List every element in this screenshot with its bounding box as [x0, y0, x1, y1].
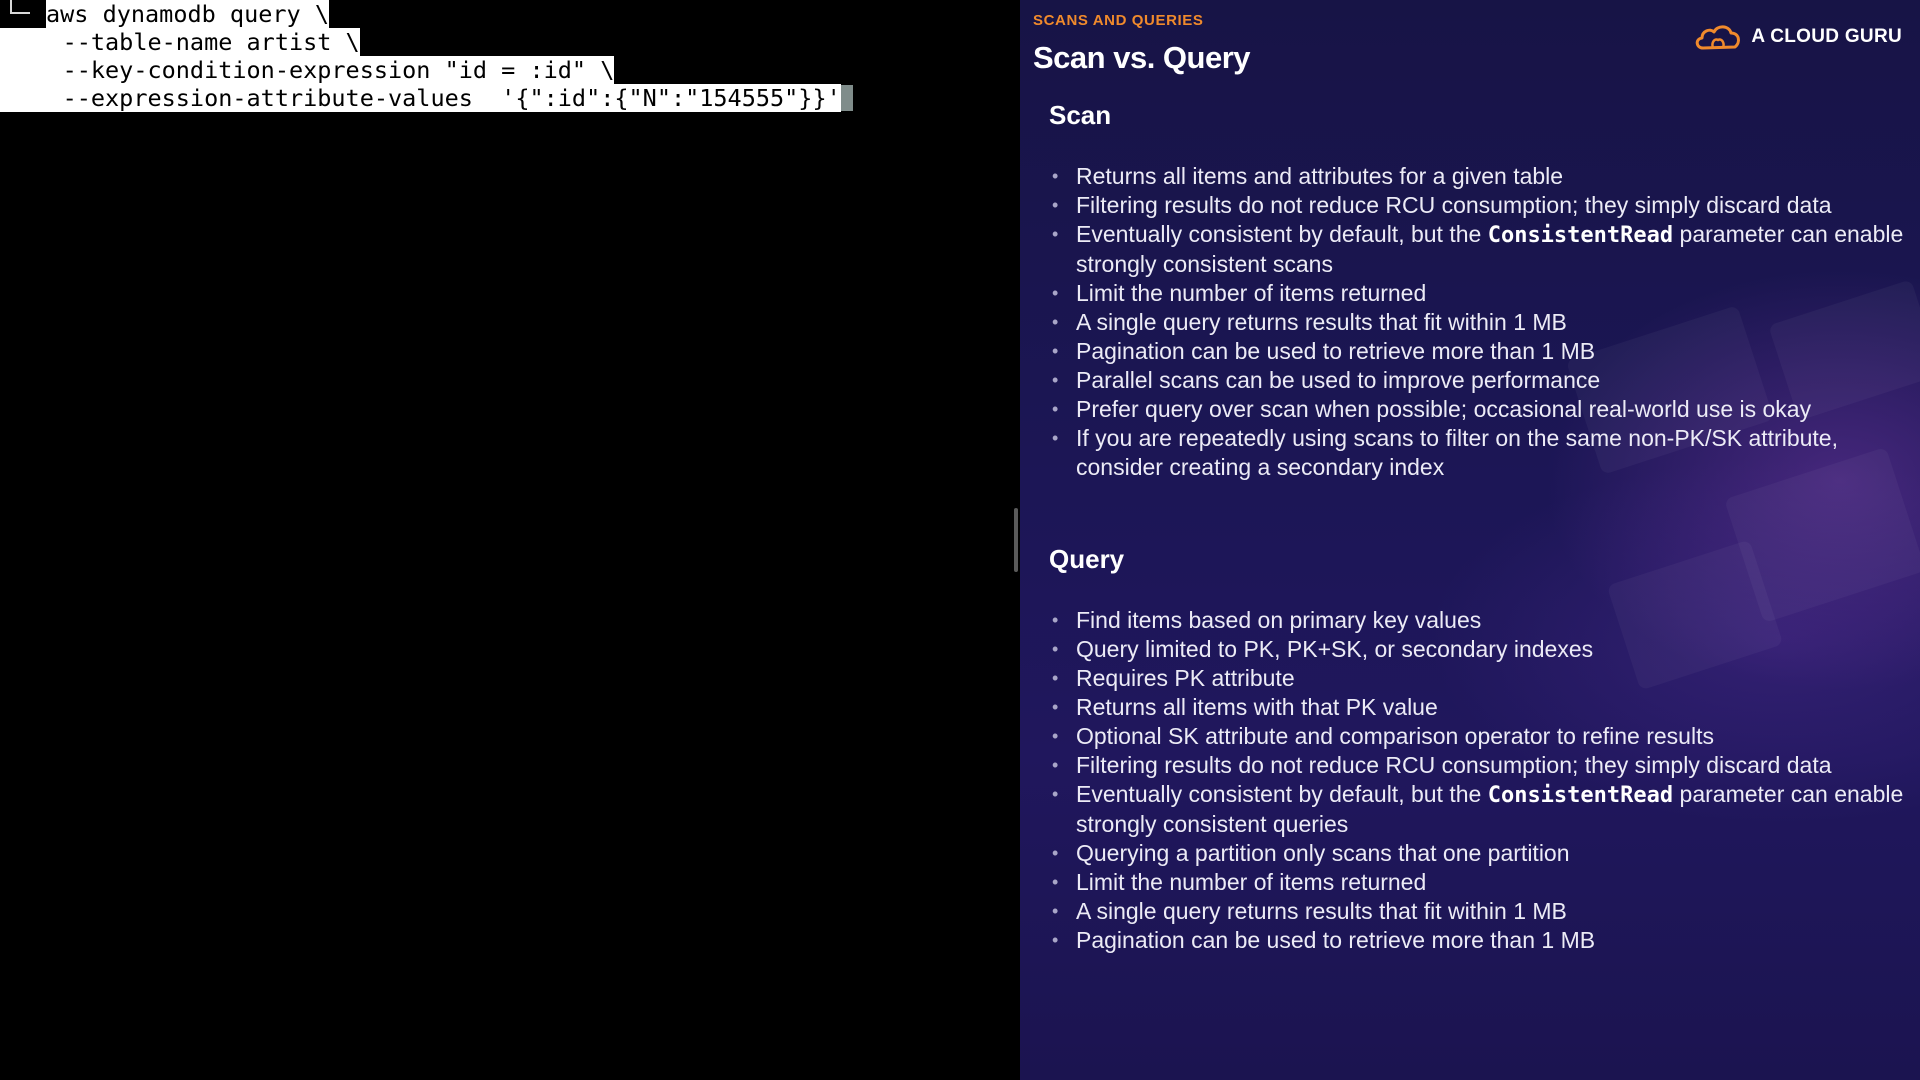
bullet-text: Filtering results do not reduce RCU consumption; they simply discard data: [1076, 192, 1832, 218]
terminal-selected-text[interactable]: --table-name artist \: [6, 28, 360, 56]
bullet-text: Returns all items and attributes for a given table: [1076, 163, 1564, 189]
bullet-dot: •: [1052, 283, 1059, 303]
scan-bullet-list: [1050, 162, 1918, 482]
bullet-dot: •: [1052, 312, 1059, 332]
bullet-text: Returns all items with that PK value: [1076, 694, 1438, 720]
bullet-text: parameter can enable strongly consistent queries: [1076, 781, 1904, 837]
bullet-dot: •: [1052, 399, 1059, 419]
brand: [1693, 22, 1902, 52]
bullet-dot: •: [1052, 843, 1059, 863]
bullet-dot: •: [1052, 610, 1059, 630]
bullet-dot: •: [1052, 370, 1059, 390]
bullet-text: Limit the number of items returned: [1076, 280, 1427, 306]
bullet-code: ConsistentRead: [1487, 223, 1674, 248]
bullet-item: [1050, 722, 1918, 751]
bullet-item: [1050, 162, 1918, 191]
bullet-item: [1050, 897, 1918, 926]
bullet-text: parameter can enable strongly consistent scans: [1076, 221, 1904, 277]
terminal-line: [0, 56, 853, 84]
terminal-cursor: [841, 85, 853, 111]
bullet-item: [1050, 424, 1918, 482]
slide-pane: [1020, 0, 1920, 1080]
bullet-dot: •: [1052, 428, 1059, 448]
bullet-item: [1050, 780, 1918, 839]
bullet-item: [1050, 751, 1918, 780]
bullet-dot: •: [1052, 901, 1059, 921]
terminal-line: [0, 28, 853, 56]
terminal-output[interactable]: [0, 0, 853, 112]
terminal-selected-text[interactable]: aws dynamodb query \: [46, 0, 329, 28]
bullet-dot: •: [1052, 195, 1059, 215]
terminal-selected-text[interactable]: --expression-attribute-values '{":id":{"N":"154555"}}': [6, 84, 841, 112]
bullet-item: [1050, 693, 1918, 722]
brand-name: A CLOUD GURU: [1751, 26, 1902, 47]
bullet-text: Querying a partition only scans that one partition: [1076, 840, 1570, 866]
bullet-item: [1050, 664, 1918, 693]
bullet-text: Query limited to PK, PK+SK, or secondary indexes: [1076, 636, 1594, 662]
bullet-dot: •: [1052, 872, 1059, 892]
bullet-text: Filtering results do not reduce RCU consumption; they simply discard data: [1076, 752, 1832, 778]
terminal-line: [0, 0, 853, 28]
section-heading-scan: Scan: [1049, 100, 1112, 130]
bullet-text: Prefer query over scan when possible; occasional real-world use is okay: [1076, 396, 1812, 422]
bullet-text: A single query returns results that fit within 1 MB: [1076, 898, 1567, 924]
query-bullet-list: [1050, 606, 1918, 955]
bullet-text: Limit the number of items returned: [1076, 869, 1427, 895]
bullet-item: [1050, 839, 1918, 868]
bullet-dot: •: [1052, 341, 1059, 361]
bullet-code: ConsistentRead: [1487, 783, 1674, 808]
bullet-text: A single query returns results that fit within 1 MB: [1076, 309, 1567, 335]
bullet-dot: •: [1052, 668, 1059, 688]
section-heading-query: Query: [1049, 544, 1125, 574]
pane-resize-handle[interactable]: [1014, 508, 1018, 572]
bullet-dot: •: [1052, 639, 1059, 659]
terminal-line: [0, 84, 853, 112]
bullet-text: Eventually consistent by default, but the: [1076, 221, 1488, 247]
bullet-dot: •: [1052, 755, 1059, 775]
bullet-dot: •: [1052, 224, 1059, 244]
bullet-text: Requires PK attribute: [1076, 665, 1295, 691]
bullet-dot: •: [1052, 784, 1059, 804]
slide-title: Scan vs. Query: [1033, 40, 1251, 75]
bullet-dot: •: [1052, 166, 1059, 186]
bullet-dot: •: [1052, 726, 1059, 746]
bullet-item: [1050, 366, 1918, 395]
bullet-text: Optional SK attribute and comparison operator to refine results: [1076, 723, 1714, 749]
cloud-logo-icon: [1693, 22, 1743, 52]
bullet-item: [1050, 606, 1918, 635]
bullet-text: Eventually consistent by default, but the: [1076, 781, 1488, 807]
bullet-item: [1050, 308, 1918, 337]
bullet-dot: •: [1052, 697, 1059, 717]
bullet-item: [1050, 220, 1918, 279]
bullet-item: [1050, 191, 1918, 220]
bullet-text: Pagination can be used to retrieve more than 1 MB: [1076, 927, 1596, 953]
bullet-item: [1050, 868, 1918, 897]
bullet-text: Parallel scans can be used to improve performance: [1076, 367, 1601, 393]
bullet-text: Pagination can be used to retrieve more than 1 MB: [1076, 338, 1596, 364]
bullet-dot: •: [1052, 930, 1059, 950]
bullet-item: [1050, 926, 1918, 955]
slide-eyebrow: SCANS AND QUERIES: [1033, 12, 1204, 29]
terminal-selected-text[interactable]: --key-condition-expression "id = :id" \: [6, 56, 615, 84]
bullet-text: Find items based on primary key values: [1076, 607, 1482, 633]
bullet-item: [1050, 279, 1918, 308]
bullet-text: If you are repeatedly using scans to filter on the same non-PK/SK attribute, consider creating a secondary index: [1076, 425, 1838, 480]
bullet-item: [1050, 395, 1918, 424]
bullet-item: [1050, 337, 1918, 366]
bullet-item: [1050, 635, 1918, 664]
